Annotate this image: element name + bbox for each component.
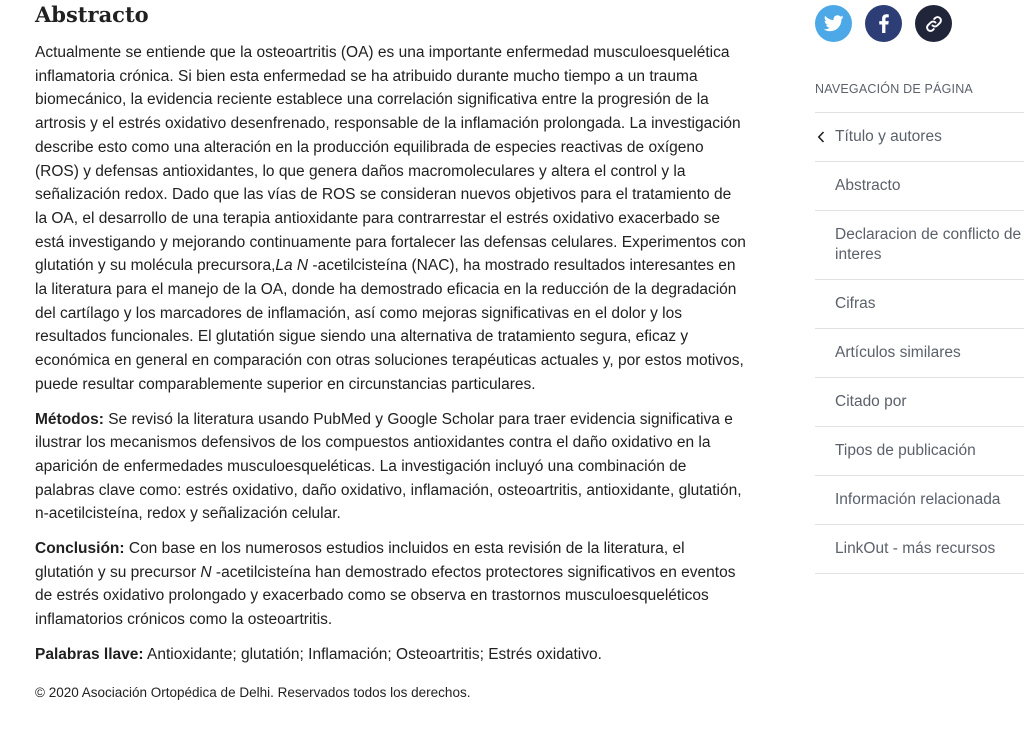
nav-item-label: Cifras — [835, 295, 876, 312]
abstract-section — [35, 0, 747, 703]
twitter-icon — [824, 15, 844, 32]
twitter-share-button[interactable] — [815, 5, 852, 42]
page-navigation — [815, 79, 1024, 574]
abstract-text-part: -acetilcisteína (NAC), ha mostrado resultados interesantes en la literatura para el manejo de la OA, donde ha demostrado eficacia en la reducción de la degradación del cartílago y los marcadores de inflamación, así como mejoras significativas en el dolor y los resultados funcionales. El glutatión sigue siendo una alternativa de tratamiento segura, eficaz y económica en general en comparación con otras soluciones terapéuticas actuales y, por estos motivos, puede resultar comparablemente superior en circunstancias particulares. — [35, 257, 744, 393]
nav-item-label: Citado por — [835, 393, 907, 410]
facebook-share-button[interactable] — [865, 5, 902, 42]
nav-item-label: Título y autores — [835, 128, 942, 145]
nav-item-label: Artículos similares — [835, 344, 961, 361]
nav-item-label: Abstracto — [835, 177, 901, 194]
link-icon — [925, 15, 943, 33]
facebook-icon — [879, 14, 889, 33]
keywords-label: Palabras llave: — [35, 645, 144, 663]
methods-paragraph — [35, 408, 747, 527]
methods-label: Métodos: — [35, 410, 104, 428]
nav-item-label: Declaracion de conflicto de interes — [835, 226, 1022, 263]
nav-item-label: Información relacionada — [835, 491, 1001, 508]
conclusion-text-part: Con base en los numerosos estudios incluidos en esta revisión de la literatura, el glutatión y su precursor — [35, 540, 685, 581]
abstract-heading: Abstracto — [35, 2, 149, 27]
nav-item-publication-types[interactable] — [815, 427, 1024, 476]
nav-item-title-authors[interactable] — [815, 113, 1024, 162]
nav-item-related-information[interactable] — [815, 476, 1024, 525]
copy-link-button[interactable] — [915, 5, 952, 42]
nav-item-figures[interactable] — [815, 280, 1024, 329]
keywords-paragraph — [35, 643, 747, 667]
nav-item-cited-by[interactable] — [815, 378, 1024, 427]
chevron-left-icon — [817, 131, 825, 143]
nav-item-label: LinkOut - más recursos — [835, 540, 996, 557]
nav-item-abstract[interactable] — [815, 162, 1024, 211]
methods-text: Se revisó la literatura usando PubMed y Google Scholar para traer evidencia significativa e ilustrar los mecanismos defensivos de los compuestos antioxidantes contra el daño oxidativo en la aparición de enfermedades musculoesqueléticas. La investigación incluyó una combinación de palabras clave como: estrés oxidativo, daño oxidativo, inflamación, osteoartritis, antioxidante, glutatión, n-acetilcisteína, redox y señalización celular. — [35, 410, 742, 523]
conclusion-label: Conclusión: — [35, 540, 125, 558]
conclusion-text-part: -acetilcisteína han demostrado efectos protectores significativos en eventos de estrés oxidativo prolongado y exacerbado como se observa en trastornos musculoesqueléticos inflamatorios crónicos como la osteoartritis. — [35, 563, 736, 629]
conclusion-italic-term: N — [200, 563, 212, 581]
share-buttons — [815, 5, 952, 42]
abstract-text-part: Actualmente se entiende que la osteoartritis (OA) es una importante enfermedad musculoesquelética inflamatoria crónica. Si bien esta enfermedad se ha atribuido durante mucho tiempo a un trauma biomecánico, la evidencia reciente establece una correlación significativa entre la progresión de la artrosis y el estrés oxidativo desenfrenado, responsable de la inflamación prolongada. La investigación describe esto como una alteración en la producción equilibrada de especies reactivas de oxígeno (ROS) y defensas antioxidantes, lo que genera daños macromoleculares y altera el control y la señalización redox. Dado que las vías de ROS se consideran nuevos objetivos para el tratamiento de la OA, el desarrollo de una terapia antioxidante para contrarrestar el estrés oxidativo exacerbado se está investigando y mejorando continuamente para fortalecer las defensas celulares. Experimentos con glutatión y su molécula precursora, — [35, 44, 746, 275]
nav-item-conflict-of-interest[interactable] — [815, 211, 1024, 280]
nav-item-linkout[interactable] — [815, 525, 1024, 574]
abstract-paragraph — [35, 41, 747, 397]
page-navigation-title: NAVEGACIÓN DE PÁGINA — [815, 79, 1024, 113]
keywords-text: Antioxidante; glutatión; Inflamación; Osteoartritis; Estrés oxidativo. — [143, 645, 602, 663]
nav-item-label: Tipos de publicación — [835, 442, 976, 459]
nav-item-similar-articles[interactable] — [815, 329, 1024, 378]
conclusion-paragraph — [35, 537, 747, 632]
abstract-italic-term: La N — [275, 257, 309, 275]
copyright-notice: © 2020 Asociación Ortopédica de Delhi. Reservados todos los derechos. — [35, 684, 471, 700]
